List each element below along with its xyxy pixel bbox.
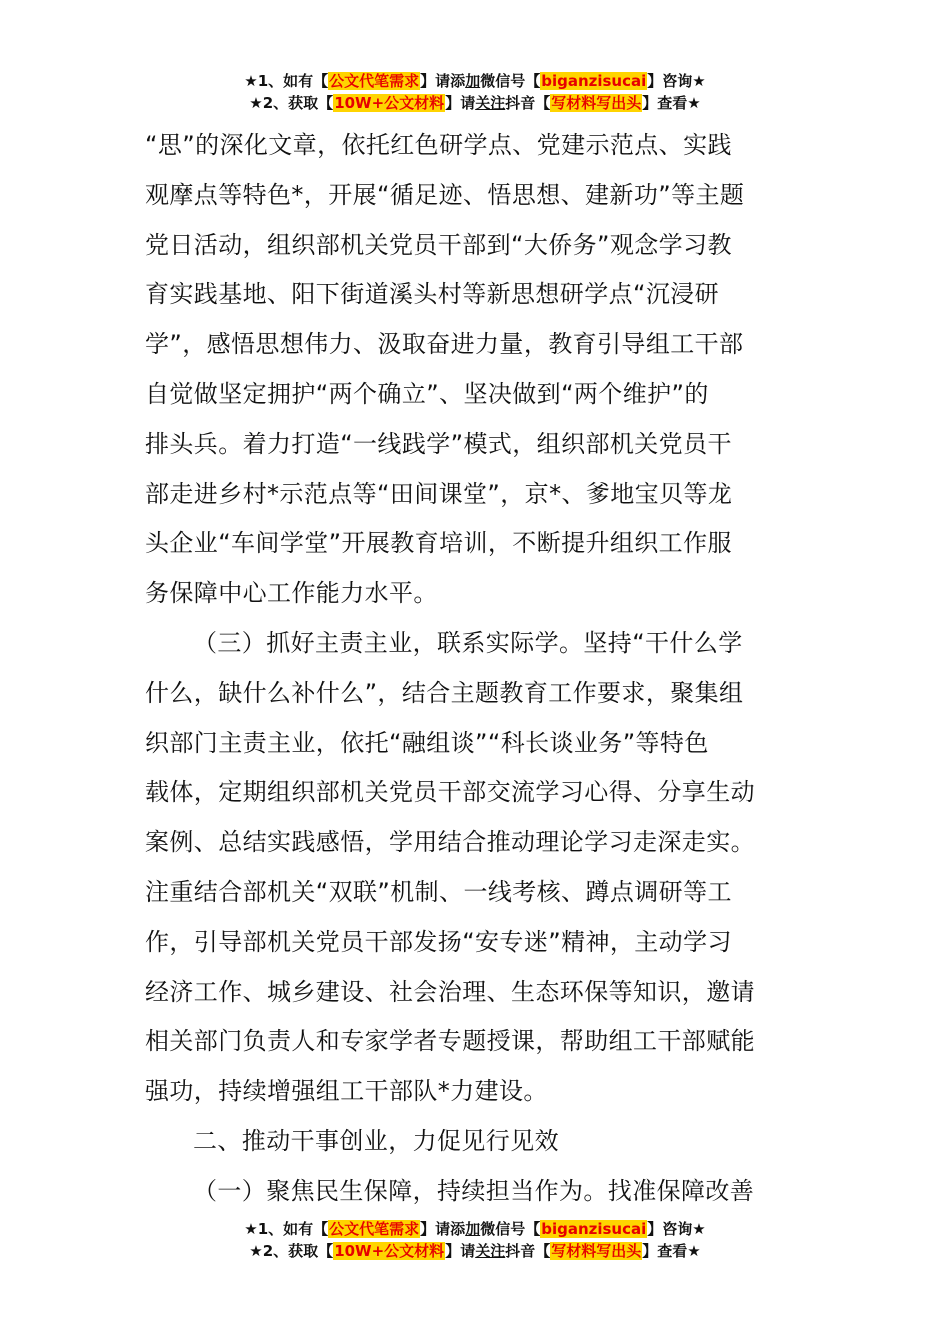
banner-highlight: 公文代笔需求 [329,1220,420,1238]
banner-text: ★1、如有【 [244,1220,329,1238]
banner-text: 】请 [445,94,476,112]
body-line: 二、推动干事创业，力促见行见效 [193,1126,559,1155]
body-line: 务保障中心工作能力水平。 [145,579,438,608]
banner-text: 】请添 [420,72,466,90]
banner-douyin-id: 写材料写出头 [551,1242,642,1260]
banner-text: ★2、获取【 [249,94,334,112]
banner-wechat-id: biganzisucai [541,1220,647,1238]
body-line: （一）聚焦民生保障，持续担当作为。找准保障改善 [193,1176,755,1205]
banner-highlight: 10W+公文材料 [334,94,445,112]
body-line: 育实践基地、阳下街道溪头村等新思想研学点“沉浸研 [145,280,720,309]
banner-underline: 关注 [475,1242,506,1260]
document-body [145,121,807,1217]
body-line: （三）抓好主责主业，联系实际学。坚持“干什么学 [193,628,743,657]
header-ad-banner [0,70,950,114]
body-line: 作，引导部机关党员干部发扬“安专迷”精神，主动学习 [145,927,732,956]
body-line: 相关部门负责人和专家学者专题授课，帮助组工干部赋能 [145,1027,755,1056]
banner-text: 抖音【 [505,1242,551,1260]
banner-line-2 [0,92,950,114]
body-line: 经济工作、城乡建设、社会治理、生态环保等知识，邀请 [145,977,755,1006]
body-line: 头企业“车间学堂”开展教育培训，不断提升组织工作服 [145,529,732,558]
banner-line-1 [0,1218,950,1240]
banner-text: 抖音【 [505,94,551,112]
banner-underline: 加 [465,72,481,90]
body-line: 党日活动，组织部机关党员干部到“大侨务”观念学习教 [145,230,732,259]
banner-highlight: 10W+公文材料 [334,1242,445,1260]
banner-text: ★1、如有【 [244,72,329,90]
body-line: 排头兵。着力打造“一线践学”模式，组织部机关党员干 [145,429,732,458]
body-line: 学”，感悟思想伟力、汲取奋进力量，教育引导组工干部 [145,330,744,359]
body-line: 载体，定期组织部机关党员干部交流学习心得、分享生动 [145,778,755,807]
banner-wechat-id: biganzisucai [541,72,647,90]
body-line: 案例、总结实践感悟，学用结合推动理论学习走深走实。 [145,828,755,857]
body-line: “思”的深化文章，依托红色研学点、党建示范点、实践 [145,131,732,159]
body-line: 注重结合部机关“双联”机制、一线考核、蹲点调研等工 [145,877,732,906]
banner-underline: 加 [465,1220,481,1238]
banner-text: 】咨询★ [647,1220,706,1238]
banner-text: 】请 [445,1242,476,1260]
banner-text: 微信号【 [480,72,541,90]
banner-douyin-id: 写材料写出头 [551,94,642,112]
footer-ad-banner [0,1218,950,1262]
body-line: 部走进乡村*示范点等“田间课堂”，京*、爹地宝贝等龙 [145,479,733,508]
banner-text: 】咨询★ [647,72,706,90]
banner-text: 微信号【 [480,1220,541,1238]
banner-line-2 [0,1240,950,1262]
banner-text: ★2、获取【 [249,1242,334,1260]
banner-text: 】查看★ [642,94,701,112]
body-line: 强功，持续增强组工干部队*力建设。 [145,1077,548,1106]
banner-text: 】请添 [420,1220,466,1238]
body-line: 什么，缺什么补什么”，结合主题教育工作要求，聚集组 [145,678,744,707]
body-line: 自觉做坚定拥护“两个确立”、坚决做到“两个维护”的 [145,379,709,408]
banner-underline: 关注 [475,94,506,112]
banner-highlight: 公文代笔需求 [329,72,420,90]
banner-text: 】查看★ [642,1242,701,1260]
banner-line-1 [0,70,950,92]
body-line: 观摩点等特色*，开展“循足迹、悟思想、建新功”等主题 [145,180,745,209]
body-line: 织部门主责主业，依托“融组谈”“科长谈业务”等特色 [145,728,709,757]
